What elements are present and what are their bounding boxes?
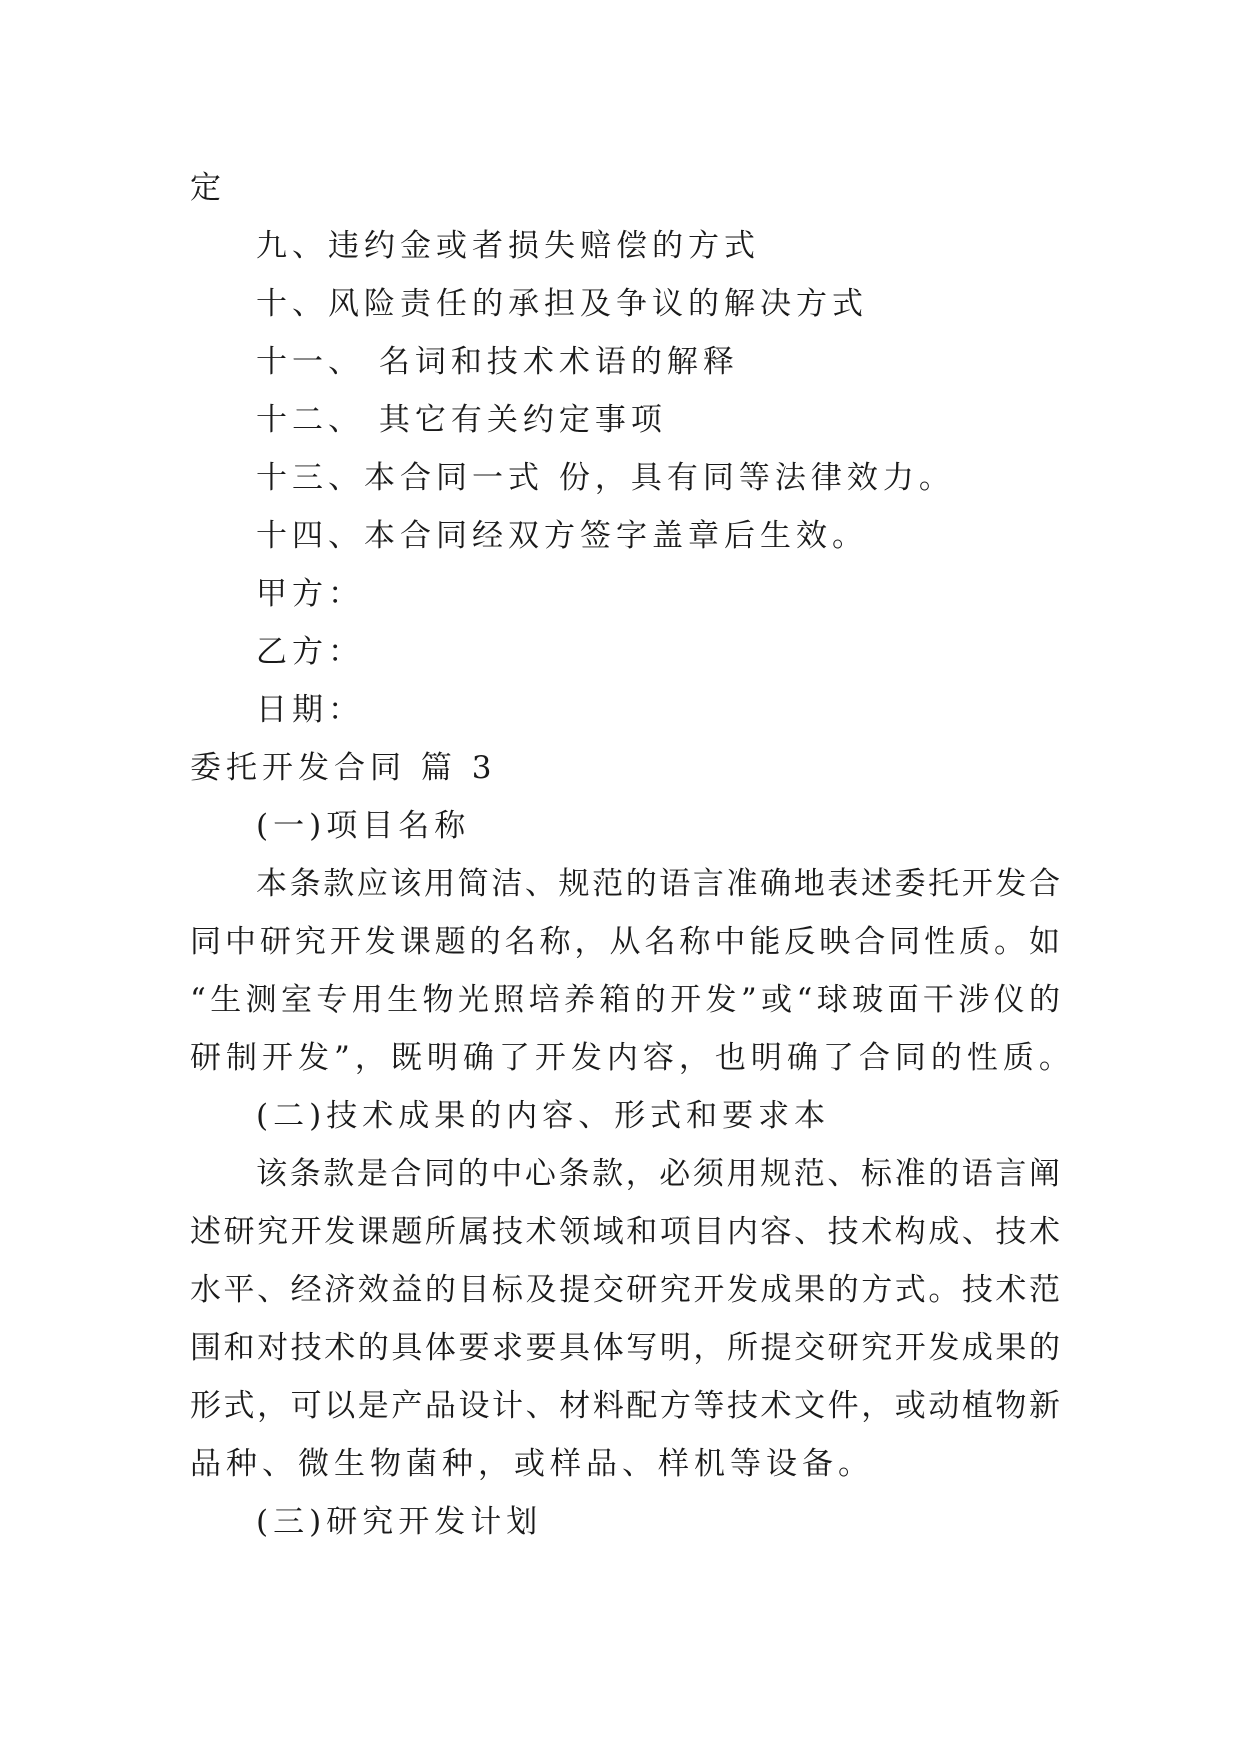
- section-heading: 委托开发合同 篇 3: [190, 750, 497, 786]
- text-line: 乙方：: [256, 634, 364, 670]
- text-line: 日期：: [256, 692, 364, 728]
- subsection-heading: (二)技术成果的内容、形式和要求本: [256, 1098, 831, 1134]
- paragraph-line: 品种、微生物菌种，或样品、样机等设备。: [190, 1446, 874, 1482]
- paragraph-line: 形式，可以是产品设计、材料配方等技术文件，或动植物新: [190, 1388, 1060, 1424]
- text-line: 十二、 其它有关约定事项: [256, 402, 667, 438]
- text-line: 十、风险责任的承担及争议的解决方式: [256, 286, 868, 322]
- paragraph-line: 该条款是合同的中心条款，必须用规范、标准的语言阐: [256, 1156, 1060, 1192]
- text-line: 甲方：: [256, 576, 364, 612]
- text-line: 十四、本合同经双方签字盖章后生效。: [256, 518, 868, 554]
- subsection-heading: (一)项目名称: [256, 808, 471, 844]
- paragraph-line: “生测室专用生物光照培养箱的开发”或“球玻面干涉仪的: [190, 982, 1060, 1018]
- paragraph-line: 同中研究开发课题的名称，从名称中能反映合同性质。如: [190, 924, 1060, 960]
- text-line: 十一、 名词和技术术语的解释: [256, 344, 739, 380]
- paragraph-line: 水平、经济效益的目标及提交研究开发成果的方式。技术范: [190, 1272, 1060, 1308]
- text-line: 定: [190, 170, 226, 206]
- paragraph-line: 本条款应该用简洁、规范的语言准确地表述委托开发合: [256, 866, 1060, 902]
- paragraph-line: 围和对技术的具体要求要具体写明，所提交研究开发成果的: [190, 1330, 1060, 1366]
- paragraph-line: 研制开发”，既明确了开发内容，也明确了合同的性质。: [190, 1040, 1075, 1076]
- text-line: 十三、本合同一式 份，具有同等法律效力。: [256, 460, 955, 496]
- text-line: 九、违约金或者损失赔偿的方式: [256, 228, 760, 264]
- subsection-heading: (三)研究开发计划: [256, 1504, 543, 1540]
- paragraph-line: 述研究开发课题所属技术领域和项目内容、技术构成、技术: [190, 1214, 1060, 1250]
